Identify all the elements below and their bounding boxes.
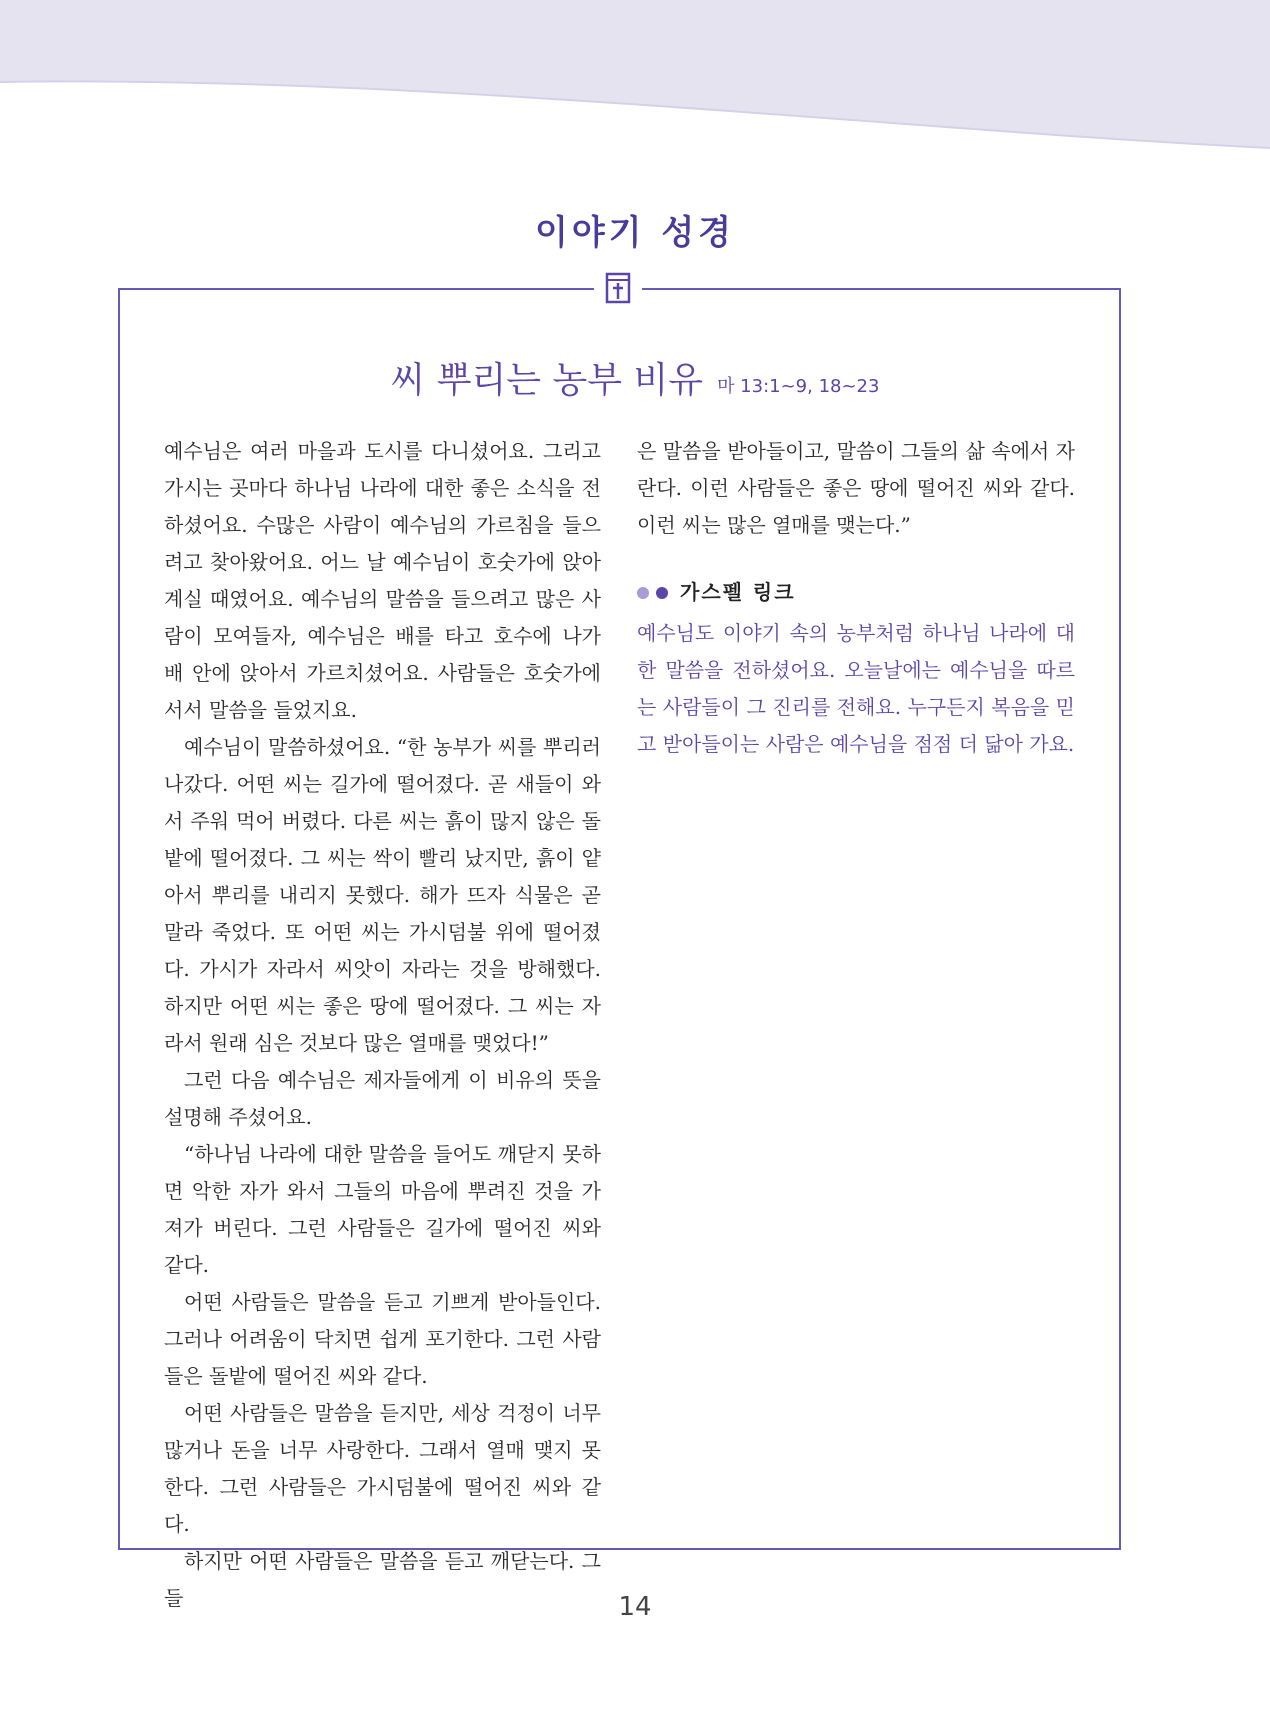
section-title: 이야기 성경 bbox=[534, 213, 736, 253]
gospel-link-heading-text: 가스펠 링크 bbox=[680, 580, 796, 604]
story-paragraph: “하나님 나라에 대한 말씀을 들어도 깨닫지 못하면 악한 자가 와서 그들의 마음에 뿌려진 것을 가져가 버린다. 그런 사람들은 길가에 떨어진 씨와 같다. bbox=[164, 1142, 601, 1277]
bible-cross-icon bbox=[605, 272, 631, 304]
gospel-link-text: 예수님도 이야기 속의 농부처럼 하나님 나라에 대한 말씀을 전하셨어요. 오늘날에는 예수님을 따르는 사람들이 그 진리를 전해요. 누구든지 복음을 믿고 받아들이는 사람은 예수님을 점점 더 닮아 가요. bbox=[637, 621, 1075, 756]
right-column bbox=[637, 433, 1075, 763]
left-column bbox=[164, 433, 601, 1617]
page-number: 14 bbox=[618, 1592, 652, 1622]
story-paragraph: 하지만 어떤 사람들은 말씀을 듣고 깨닫는다. 그들 bbox=[164, 1549, 601, 1610]
story-continuation: 은 말씀을 받아들이고, 말씀이 그들의 삶 속에서 자란다. 이런 사람들은 좋은 땅에 떨어진 씨와 같다. 이런 씨는 많은 열매를 맺는다.” bbox=[637, 439, 1075, 537]
frame-icon-holder bbox=[594, 270, 642, 310]
header-wave-decoration bbox=[0, 0, 1270, 160]
scripture-reference: 마 13:1~9, 18~23 bbox=[717, 376, 880, 397]
story-paragraph: 예수님이 말씀하셨어요. “한 농부가 씨를 뿌리러 나갔다. 어떤 씨는 길가에 떨어졌다. 곧 새들이 와서 주워 먹어 버렸다. 다른 씨는 흙이 많지 않은 돌밭에 떨어졌다. 그 씨는 싹이 빨리 났지만, 흙이 얕아서 뿌리를 내리지 못했다. 해가 뜨자 식물은 곧 말라 죽었다. 또 어떤 씨는 가시덤불 위에 떨어졌다. 가시가 자라서 씨앗이 자라는 것을 방해했다. 하지만 어떤 씨는 좋은 땅에 떨어졌다. 그 씨는 자라서 원래 심은 것보다 많은 열매를 맺었다!” bbox=[164, 735, 601, 1055]
gospel-link-heading bbox=[637, 574, 1075, 611]
story-title bbox=[0, 352, 1270, 403]
story-paragraph: 어떤 사람들은 말씀을 듣고 기쁘게 받아들인다. 그러나 어려움이 닥치면 쉽게 포기한다. 그런 사람들은 돌밭에 떨어진 씨와 같다. bbox=[164, 1290, 601, 1388]
bullet-dot-icon bbox=[637, 587, 649, 599]
story-title-text: 씨 뿌리는 농부 비유 bbox=[390, 360, 704, 401]
bullet-dot-icon bbox=[656, 587, 668, 599]
story-paragraph: 예수님은 여러 마을과 도시를 다니셨어요. 그리고 가시는 곳마다 하나님 나라에 대한 좋은 소식을 전하셨어요. 수많은 사람이 예수님의 가르침을 들으려고 찾아왔어요. 어느 날 예수님이 호숫가에 앉아 계실 때였어요. 예수님의 말씀을 들으려고 많은 사람이 모여들자, 예수님은 배를 타고 호수에 나가 배 안에 앉아서 가르치셨어요. 사람들은 호숫가에 서서 말씀을 들었지요. bbox=[164, 439, 601, 722]
story-paragraph: 그런 다음 예수님은 제자들에게 이 비유의 뜻을 설명해 주셨어요. bbox=[164, 1068, 601, 1129]
story-paragraph: 어떤 사람들은 말씀을 듣지만, 세상 걱정이 너무 많거나 돈을 너무 사랑한다. 그래서 열매 맺지 못한다. 그런 사람들은 가시덤불에 떨어진 씨와 같다. bbox=[164, 1401, 601, 1536]
